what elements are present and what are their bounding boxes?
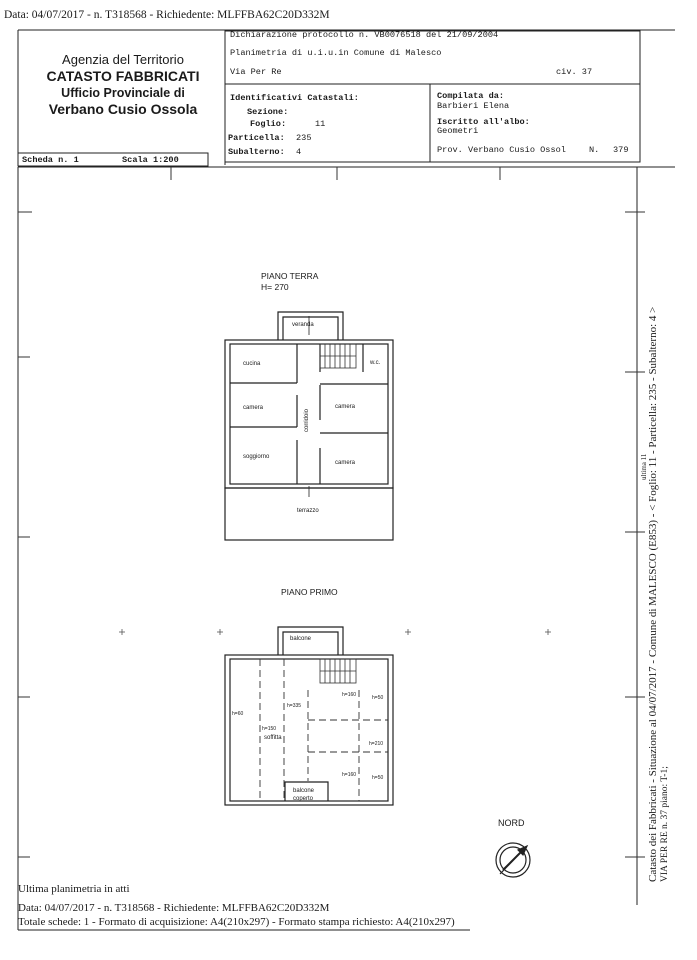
sezione-label: Sezione: <box>247 107 289 117</box>
height-h160-b: h=160 <box>342 772 357 778</box>
nord-label: NORD <box>498 818 525 828</box>
ufficio-name: Verbano Cusio Ossola <box>48 101 198 118</box>
room-soffitta: soffitta <box>264 735 282 741</box>
ground-floor-height: H= 270 <box>261 282 289 292</box>
room-terrazzo: terrazzo <box>297 508 319 514</box>
height-h60: h=60 <box>232 711 244 717</box>
first-floor-title: PIANO PRIMO <box>281 587 338 597</box>
albo-value: Geometri <box>437 126 479 136</box>
numero-value: 379 <box>613 145 629 155</box>
ufficio-label: Ufficio Provinciale di <box>61 85 185 100</box>
provincia-value: Prov. Verbano Cusio Ossol <box>437 145 566 155</box>
room-balcone-coperto-2: coperto <box>293 796 314 802</box>
particella-label: Particella: <box>228 133 285 143</box>
numero-label: N. <box>589 145 600 155</box>
height-h150: h=150 <box>262 726 277 732</box>
subalterno-value: 4 <box>296 147 302 157</box>
side-situation-text: Catasto dei Fabbricati - Situazione al 04/07/2017 - Comune di MALESCO (E853) - < Foglio: 11 - Particella: 235 - Subalterno: 4 > <box>647 306 659 882</box>
top-request-stamp: Data: 04/07/2017 - n. T318568 - Richiedente: MLFFBA62C20D332M <box>4 9 330 21</box>
footer-request: Data: 04/07/2017 - n. T318568 - Richiedente: MLFFBA62C20D332M <box>18 902 330 914</box>
identificativi-title: Identificativi Catastali: <box>230 93 359 103</box>
foglio-value: 11 <box>315 119 326 129</box>
room-soggiorno: soggiorno <box>243 454 270 460</box>
foglio-label: Foglio: <box>250 119 287 129</box>
compilata-title: Compilata da: <box>437 91 505 101</box>
side-address-text: VIA PER RE n. 37 piano: T-1; <box>660 766 670 882</box>
room-camera-1: camera <box>243 405 264 411</box>
scala: Scala 1:200 <box>122 155 179 165</box>
scheda-number: Scheda n. 1 <box>22 155 79 165</box>
room-balcone: balcone <box>290 636 312 642</box>
height-h50-a: h=50 <box>372 695 384 701</box>
dichiarazione-line: Dichiarazione protocollo n. VB0076518 del 21/09/2004 <box>230 30 499 40</box>
room-veranda: veranda <box>292 322 314 328</box>
footer-totale: Totale schede: 1 - Formato di acquisizione: A4(210x297) - Formato stampa richiesto: A4(210x297) <box>18 916 455 928</box>
north-arrow-icon <box>496 843 530 877</box>
planimetria-line: Planimetria di u.i.u.in Comune di Malesco <box>230 48 442 58</box>
footer-ultima: Ultima planimetria in atti <box>18 883 130 895</box>
room-camera-3: camera <box>335 460 356 466</box>
particella-value: 235 <box>296 133 312 143</box>
height-h50-b: h=50 <box>372 775 384 781</box>
side-stamp: ultima 11 <box>640 453 648 480</box>
room-balcone-coperto-1: balcone <box>293 788 315 794</box>
room-camera-2: camera <box>335 404 356 410</box>
room-cucina: cucina <box>243 361 261 367</box>
height-h160-a: h=160 <box>342 692 357 698</box>
height-h335: h=335 <box>287 703 302 709</box>
ground-floor-title: PIANO TERRA <box>261 271 319 281</box>
room-wc: w.c. <box>370 360 381 366</box>
room-corridoio: corridoio <box>304 408 310 432</box>
subalterno-label: Subalterno: <box>228 147 285 157</box>
agency-name: Agenzia del Territorio <box>62 52 184 67</box>
iscritto-label: Iscritto all'albo: <box>437 117 530 127</box>
catasto-title: CATASTO FABBRICATI <box>46 68 200 85</box>
civico: civ. 37 <box>556 67 593 77</box>
via-line: Via Per Re <box>230 67 282 77</box>
compilata-name: Barbieri Elena <box>437 101 510 111</box>
height-h210: h=210 <box>369 741 384 747</box>
